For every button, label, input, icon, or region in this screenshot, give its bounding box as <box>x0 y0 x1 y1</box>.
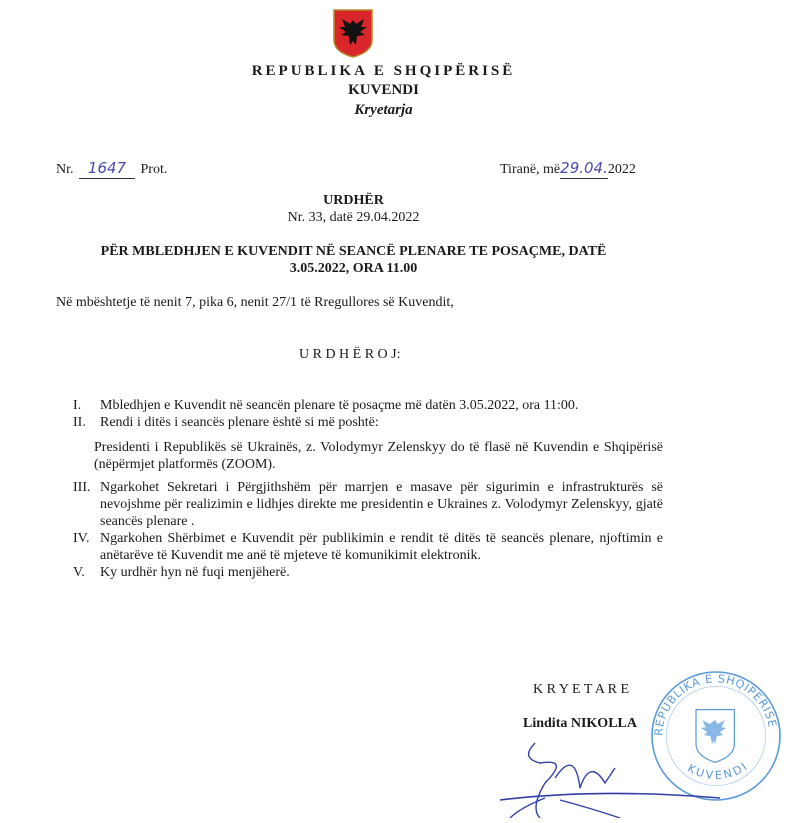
order-title: URDHËR <box>323 193 384 208</box>
order-number-date: Nr. 33, datë 29.04.2022 <box>287 210 420 225</box>
signatory-name: Lindita NIKOLLA <box>523 716 637 731</box>
order-subject-line1: PËR MBLEDHJEN E KUVENDIT NË SEANCË PLENARE TE POSAÇME, DATË <box>100 244 607 259</box>
order-item-1: I. Mbledhjen e Kuvendit në seancën plenare të posaçme më datën 3.05.2022, ora 11:00. <box>73 398 579 413</box>
order-item-4: IV. Ngarkohen Shërbimet e Kuvendit për publikimin e rendit të ditës të seancës plenare, njoftimin e anëtarëve të Kuvendit me anë të mjeteve të komunikimit elektronik. <box>73 531 663 563</box>
year: 2022 <box>607 162 636 177</box>
header-office: Kryetarja <box>354 102 413 118</box>
place-label: Tiranë, më <box>500 162 561 177</box>
prot-label: Prot. <box>140 162 168 177</box>
order-items <box>73 397 663 581</box>
svg-text:REPUBLIKA E SHQIPERISE: REPUBLIKA E SHQIPERISE <box>652 672 779 737</box>
order-item-5: V. Ky urdhër hyn në fuqi menjëherë. <box>73 565 290 580</box>
albanian-emblem-icon <box>332 8 374 63</box>
legal-basis: Në mbështetje të nenit 7, pika 6, nenit 27/1 të Rregullores së Kuvendit, <box>56 295 454 310</box>
order-command: U R D H Ë R O J: <box>299 347 401 362</box>
order-item-2: II. Rendi i ditës i seancës plenare është si më poshtë: <box>73 415 379 430</box>
header-republic: REPUBLIKA E SHQIPËRISË <box>251 63 516 79</box>
nr-handwritten: 1647 <box>87 159 127 177</box>
order-subject-line2: 3.05.2022, ORA 11.00 <box>289 261 418 276</box>
protocol-number <box>56 159 167 179</box>
nr-label: Nr. <box>56 162 74 177</box>
date-handwritten: 29.04. <box>560 159 608 177</box>
place-date <box>500 159 636 179</box>
signature-role: K R Y E T A R E <box>533 682 630 697</box>
order-item-3: III. Ngarkohet Sekretari i Përgjithshëm për marrjen e masave për sigurimin e infrastrukturës së nevojshme për realizimin e lidhjes direkte me presidentin e Ukraines z. Volodymyr Zelenskyy, gjatë seancës plenare . <box>73 480 663 529</box>
handwritten-signature <box>480 738 740 823</box>
header-institution: KUVENDI <box>348 82 419 98</box>
svg-text:KUVENDI: KUVENDI <box>685 759 752 783</box>
order-item-2-detail: Presidenti i Republikës së Ukrainës, z. Volodymyr Zelenskyy do të flasë në Kuvendin e Shqipërisë (nëpërmjet platformës (ZOOM). <box>94 440 663 472</box>
